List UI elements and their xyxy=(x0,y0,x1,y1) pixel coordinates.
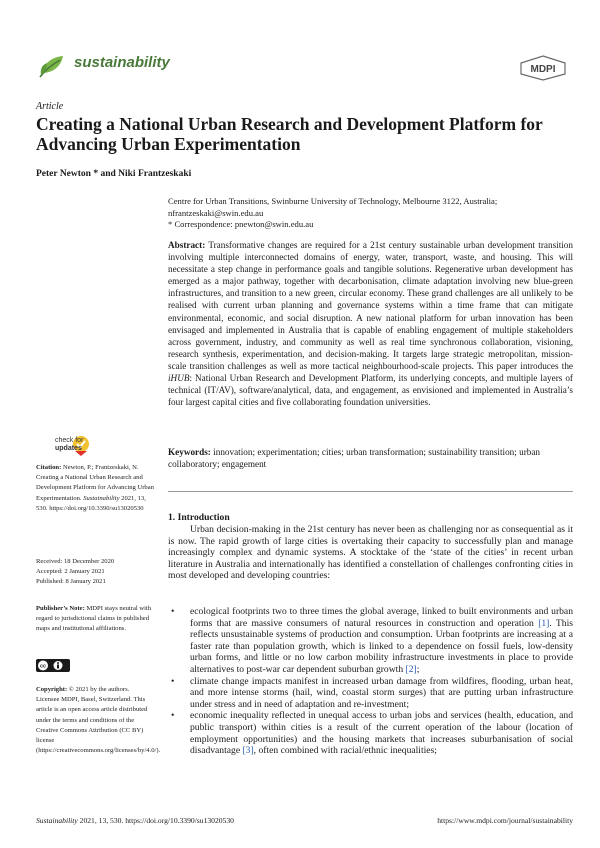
citation-block xyxy=(36,463,154,514)
authors: Peter Newton * and Niki Frantzeskaki xyxy=(36,169,192,179)
list-item xyxy=(168,676,573,711)
list-item xyxy=(168,606,573,676)
check-updates-line1: check for xyxy=(55,437,84,444)
intro-paragraph: Urban decision-making in the 21st century has never been as challenging nor as consequential as it is now. The rapid growth of large cities is overtaking their capacity to successfully plan and manage increasingly complex and dynamic systems. A stocktake of the ‘state of the cities’ in recent urban literature in Australia and internationally has identified a constellation of challenges confronting cities in most developed and developing countries: xyxy=(168,524,573,582)
citation-link[interactable]: [2] xyxy=(405,663,417,675)
journal-name: sustainability xyxy=(74,54,170,71)
list-item xyxy=(168,710,573,756)
published-date: Published: 8 January 2021 xyxy=(36,578,106,586)
footer-journal: Sustainability xyxy=(36,816,78,825)
abstract xyxy=(168,239,573,408)
leaf-logo-icon xyxy=(36,49,68,81)
bullet-text: . This reflects unsustainable systems of production and consumption. Urban footprints are increasing at a faster rate than population growth, which is linked to a dependence on fossil fuels, low-density urban forms, and little or no low carbon mobility infrastructure investments in place to provide alternatives to post-war car dependent suburban growth xyxy=(190,617,573,675)
keywords xyxy=(168,446,573,470)
citation-link[interactable]: [3] xyxy=(242,745,254,757)
bullet-text: , often combined with racial/ethnic inequalities; xyxy=(253,745,437,757)
affiliation: Centre for Urban Transitions, Swinburne University of Technology, Melbourne 3122, Australia; nfrantzeskaki@swin.edu.au xyxy=(168,196,498,218)
affiliation-block xyxy=(168,196,573,231)
citation-journal: Sustainability xyxy=(83,494,120,502)
article-type: Article xyxy=(36,101,64,112)
publisher-note-label: Publisher’s Note: xyxy=(36,605,85,612)
citation-text-1: Newton, P.; Frantzeskaki, N. Creating a National Urban Research and Development Platform for Advancing Urban Experimentation. xyxy=(36,464,154,502)
citation-label: Citation: xyxy=(36,464,62,471)
bullet-mark: • xyxy=(171,606,175,617)
keywords-text: innovation; experimentation; cities; urban transformation; sustainability transition; urban collaboratory; engagement xyxy=(168,447,541,470)
cc-license-icon[interactable] xyxy=(36,659,70,672)
accepted-date: Accepted: 2 January 2021 xyxy=(36,568,105,576)
footer-url[interactable]: https://www.mdpi.com/journal/sustainability xyxy=(437,816,573,825)
abstract-text-1: Transformative changes are required for a 21st century sustainable urban development transition involving multiple interconnected domains of energy, water, transport, waste, and housing. This will necessitate a step change in performance goals and tangible solutions. Regenerative urban development has emerged as a major pathway, together with decarbonisation, climate adaptation involving new blue-green infrastructures, and transition to a new green, circular economy. These grand challenges are all unlikely to be realised with current urban planning and governance systems within a time frame that can mitigate environmental, economic, and social disruption. A new national platform for urban innovation has been envisaged and implemented in Australia that is capable of enabling engagement of multiple stakeholders across government, industry, and community as well as real time synchronous collaboration, visioning, research synthesis, experimentation, and decision-making. It targets large strategic metropolitan, mission-scale transition challenges as well as more tactical neighbourhood-scale projects. This paper introduces the xyxy=(168,240,573,371)
publisher-note xyxy=(36,604,154,635)
divider xyxy=(168,491,573,492)
abstract-text-2: : National Urban Research and Development Platform, its underlying concepts, and multiple layers of technical (IT/AV), software/analytical, data, and engagement, as envisioned and implemented in Australia’s four largest capital cities and five collaborating foundation universities. xyxy=(168,373,573,408)
citation-text-2: 2021, 13, 530. https://doi.org/10.3390/su13020530 xyxy=(36,494,146,512)
correspondence: * Correspondence: pnewton@swin.edu.au xyxy=(168,219,314,229)
check-updates-line2: updates xyxy=(55,444,82,452)
bullet-mark: • xyxy=(171,675,175,687)
section-heading: 1. Introduction xyxy=(168,512,230,523)
cc-badge-text: cc xyxy=(39,663,47,670)
check-for-updates[interactable] xyxy=(55,437,83,452)
bullet-text: ecological footprints two to three times the global average, linked to built environments and urban forms that are massive consumers of natural resources in construction and operation xyxy=(190,606,573,629)
publisher-note-text: MDPI stays neutral with regard to jurisdictional claims in published maps and institutional affiliations. xyxy=(36,605,152,633)
challenge-list xyxy=(168,606,573,757)
copyright-label: Copyright: xyxy=(36,686,68,693)
footer-citation: 2021, 13, 530. https://doi.org/10.3390/su13020530 xyxy=(77,816,234,825)
abstract-italic: iHUB xyxy=(168,373,190,384)
mdpi-logo-text: MDPI xyxy=(530,64,556,75)
bullet-text: climate change impacts manifest in increased urban damage from wildfires, flooding, urban heat, and more intense storms (hail, wind, coastal storm surges) that are putting urban infrastructure under stress and in need of adaptation and re-investment; xyxy=(190,675,573,710)
citation-link[interactable]: [1] xyxy=(538,617,550,629)
bullet-text: economic inequality reflected in unequal access to urban jobs and services (health, education, and public transport) within cities is a result of the current operation of the labour (location of employment opportunities) and the housing markets that increases suburbanisation of social disadvantage xyxy=(190,710,573,757)
page-footer xyxy=(36,816,573,825)
keywords-label: Keywords: xyxy=(168,447,211,457)
dates-block xyxy=(36,557,154,588)
abstract-label: Abstract: xyxy=(168,240,206,250)
copyright-text: © 2021 by the authors. Licensee MDPI, Basel, Switzerland. This article is an open access article distributed under the terms and conditions of the Creative Commons Attribution (CC BY) license (https://creativecommons.org/licenses/by/4.0/). xyxy=(36,686,161,755)
received-date: Received: 18 December 2020 xyxy=(36,558,115,565)
bullet-text: ; xyxy=(416,663,420,675)
copyright-block xyxy=(36,685,161,756)
article-title: Creating a National Urban Research and Development Platform for Advancing Urban Experimentation xyxy=(36,114,543,154)
bullet-mark: • xyxy=(171,710,175,722)
mdpi-logo-icon xyxy=(519,55,567,81)
